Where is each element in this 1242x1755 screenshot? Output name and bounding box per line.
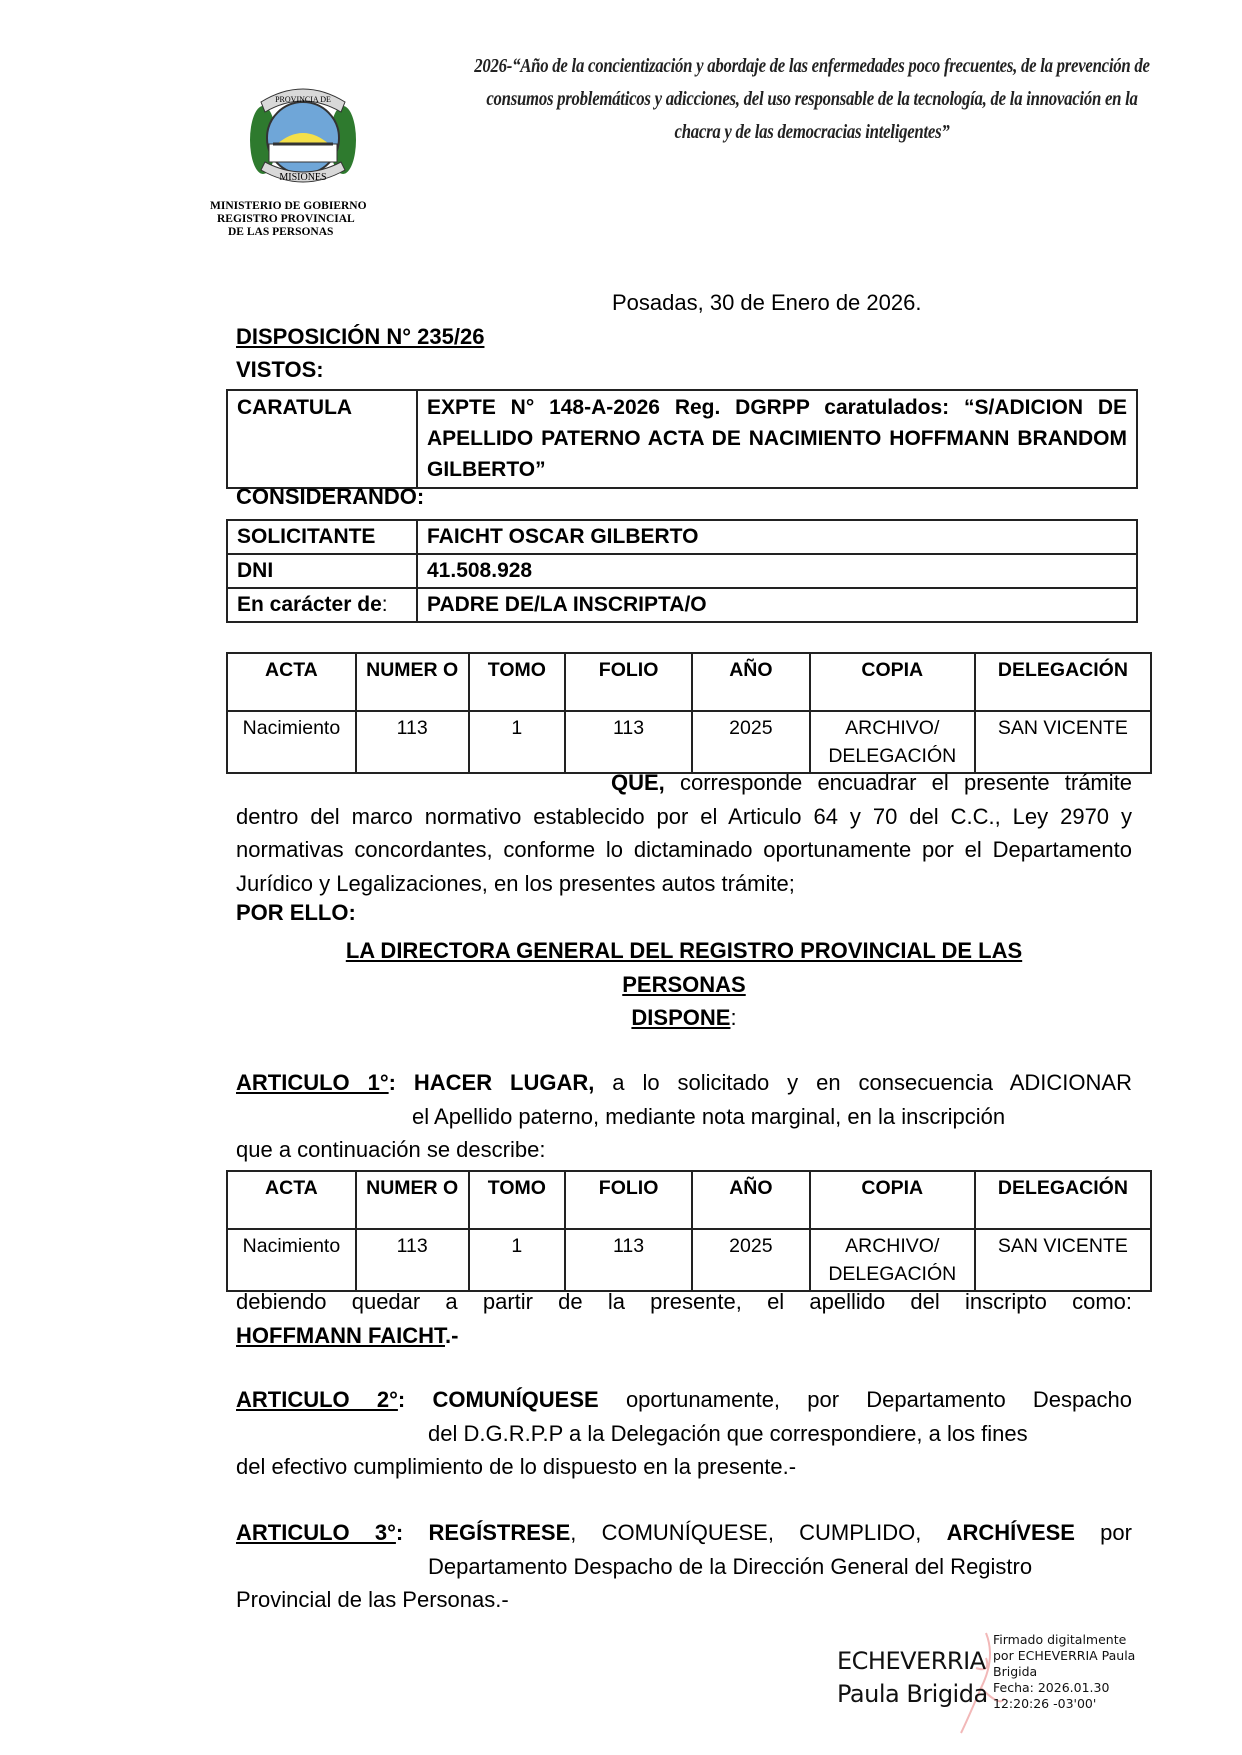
- article-lead: REGÍSTRESE: [428, 1520, 571, 1545]
- caracter-value: PADRE DE/LA INSCRIPTA/O: [417, 588, 1137, 622]
- authority-line: LA DIRECTORA GENERAL DEL REGISTRO PROVINCIAL DE LAS: [345, 938, 1023, 963]
- authority-heading: [236, 934, 1132, 1035]
- column-header: TOMO: [469, 1171, 566, 1229]
- table-cell: ARCHIVO/ DELEGACIÓN: [810, 1229, 975, 1291]
- caracter-label: [227, 588, 417, 622]
- caratula-label: CARATULA: [227, 390, 417, 488]
- table-row: [227, 390, 1137, 488]
- column-header: FOLIO: [565, 1171, 692, 1229]
- table-cell: Nacimiento: [227, 1229, 356, 1291]
- document-date: Posadas, 30 de Enero de 2026.: [612, 290, 922, 315]
- column-header: COPIA: [810, 653, 975, 711]
- resulting-surname: HOFFMANN FAICHT: [236, 1322, 445, 1348]
- motto-line: chacra y de las democracias inteligentes”: [674, 122, 950, 143]
- ministry-line: MINISTERIO DE GOBIERNO: [210, 200, 367, 212]
- caratula-table: [226, 389, 1138, 489]
- signer-surname: ECHEVERRIA: [837, 1647, 986, 1675]
- table-header-row: [227, 1171, 1151, 1229]
- article-2: [236, 1383, 1132, 1484]
- acta-table: [226, 652, 1152, 774]
- article-lead: HACER LUGAR,: [413, 1070, 595, 1095]
- table-cell: 1: [469, 711, 566, 773]
- solicitante-label: SOLICITANTE: [227, 520, 417, 554]
- considerando-heading: CONSIDERANDO:: [236, 484, 425, 509]
- ministry-line: DE LAS PERSONAS: [228, 226, 334, 238]
- que-body: corresponde encuadrar el presente trámite dentro del marco normativo establecido por el Articulo 64 y 70 del C.C., Ley 2970 y normativas concordantes, conforme lo dictaminado oportunamente por el Departamento Jurídico y Legalizaciones, en los presentes autos trámite;: [236, 770, 1132, 896]
- column-header: AÑO: [692, 1171, 810, 1229]
- signature-info-line: Fecha: 2026.01.30: [993, 1680, 1110, 1695]
- solicitante-value: FAICHT OSCAR GILBERTO: [417, 520, 1137, 554]
- table-cell: Nacimiento: [227, 711, 356, 773]
- table-cell: 1: [469, 1229, 566, 1291]
- article-text: a lo solicitado y en consecuencia ADICIONAR: [594, 1070, 1132, 1095]
- column-header: FOLIO: [565, 653, 692, 711]
- article-text: Provincial de las Personas.-: [236, 1587, 509, 1612]
- article-lead: COMUNÍQUESE: [432, 1387, 599, 1412]
- table-cell: 113: [356, 1229, 469, 1291]
- solicitante-table: [226, 519, 1138, 623]
- table-header-row: [227, 653, 1151, 711]
- table-row: [227, 711, 1151, 773]
- signature-info: [993, 1632, 1135, 1712]
- article-bold: ARCHÍVESE: [946, 1520, 1075, 1545]
- signature-info-line: por ECHEVERRIA Paula: [993, 1648, 1136, 1663]
- acta-table: [226, 1170, 1152, 1292]
- signature-info-line: Brigida: [993, 1664, 1038, 1679]
- que-text: [236, 766, 1132, 900]
- column-header: DELEGACIÓN: [975, 653, 1151, 711]
- column-header: ACTA: [227, 1171, 356, 1229]
- article-text: del efectivo cumplimiento de lo dispuesto en la presente.-: [236, 1454, 797, 1479]
- article-text: el Apellido paterno, mediante nota marginal, en la inscripción: [412, 1103, 1006, 1129]
- article-colon: :: [395, 1520, 404, 1545]
- dispone-heading: DISPONE: [631, 1005, 731, 1030]
- authority-line: PERSONAS: [622, 971, 746, 997]
- article-colon: :: [388, 1070, 396, 1095]
- signer-given-names: Paula Brigida: [837, 1680, 988, 1708]
- column-header: ACTA: [227, 653, 356, 711]
- article-label: ARTICULO 3°: [236, 1520, 396, 1545]
- column-header: TOMO: [469, 653, 566, 711]
- table-cell: 113: [565, 711, 692, 773]
- disposition-title: DISPOSICIÓN N° 235/26: [236, 324, 485, 349]
- motto-line: 2026-“Año de la concientización y abordaje de las enfermedades poco frecuentes, de la prevención de: [474, 56, 1150, 77]
- article-text: que a continuación se describe:: [236, 1137, 546, 1162]
- crest-bottom-text: MISIONES: [279, 172, 327, 183]
- provincia-de-misiones-crest-icon: [243, 82, 363, 194]
- que-lead: QUE,: [611, 770, 665, 795]
- vistos-heading: VISTOS:: [236, 357, 324, 382]
- signature-info-line: Firmado digitalmente: [993, 1632, 1127, 1647]
- debiendo-text: debiendo quedar a partir de la presente, el apellido del inscripto como:: [236, 1289, 1132, 1314]
- article-text: por: [1074, 1520, 1132, 1545]
- motto-line: consumos problemáticos y adicciones, del uso responsable de la tecnología, de la innovación en la: [486, 89, 1138, 110]
- table-row: [227, 520, 1137, 554]
- table-cell: ARCHIVO/ DELEGACIÓN: [810, 711, 975, 773]
- ministry-line: REGISTRO PROVINCIAL: [217, 213, 355, 225]
- por-ello-heading: POR ELLO:: [236, 900, 356, 925]
- column-header: NUMER O: [356, 1171, 469, 1229]
- dni-label: DNI: [227, 554, 417, 588]
- article-1: [236, 1066, 1132, 1167]
- caratula-value: EXPTE N° 148-A-2026 Reg. DGRPP caratulados: “S/ADICION DE APELLIDO PATERNO ACTA DE NACIMIENTO HOFFMANN BRANDOM GILBERTO”: [417, 390, 1137, 488]
- table-cell: 113: [356, 711, 469, 773]
- dni-value: 41.508.928: [417, 554, 1137, 588]
- column-header: DELEGACIÓN: [975, 1171, 1151, 1229]
- article-text: Departamento Despacho de la Dirección General del Registro: [428, 1553, 1033, 1579]
- surname-result: [236, 1285, 1132, 1352]
- dispone-colon: :: [730, 1005, 737, 1030]
- table-cell: 2025: [692, 1229, 810, 1291]
- article-colon: :: [397, 1387, 406, 1412]
- table-row: [227, 554, 1137, 588]
- article-label: ARTICULO 2°: [236, 1387, 398, 1412]
- article-text: , COMUNÍQUESE, CUMPLIDO,: [570, 1520, 947, 1545]
- article-3: [236, 1516, 1132, 1617]
- surname-suffix: .-: [444, 1322, 459, 1348]
- article-text: oportunamente, por Departamento Despacho: [598, 1387, 1132, 1412]
- article-label: ARTICULO 1°: [236, 1070, 389, 1095]
- table-cell: 113: [565, 1229, 692, 1291]
- article-text: del D.G.R.P.P a la Delegación que correspondiere, a los fines: [428, 1420, 1028, 1446]
- caracter-label-colon: :: [381, 593, 388, 616]
- crest-top-text: PROVINCIA DE: [275, 95, 331, 104]
- column-header: AÑO: [692, 653, 810, 711]
- signature-info-line: 12:20:26 -03'00': [993, 1696, 1097, 1711]
- table-cell: SAN VICENTE: [975, 1229, 1151, 1291]
- column-header: NUMER O: [356, 653, 469, 711]
- table-row: [227, 1229, 1151, 1291]
- table-cell: SAN VICENTE: [975, 711, 1151, 773]
- table-cell: 2025: [692, 711, 810, 773]
- column-header: COPIA: [810, 1171, 975, 1229]
- year-motto: [459, 50, 1164, 149]
- caracter-label-text: En carácter de: [237, 593, 382, 616]
- table-row: [227, 588, 1137, 622]
- signer-name: [837, 1645, 988, 1711]
- que-paragraph: [236, 766, 1132, 900]
- ministry-name: [200, 200, 400, 239]
